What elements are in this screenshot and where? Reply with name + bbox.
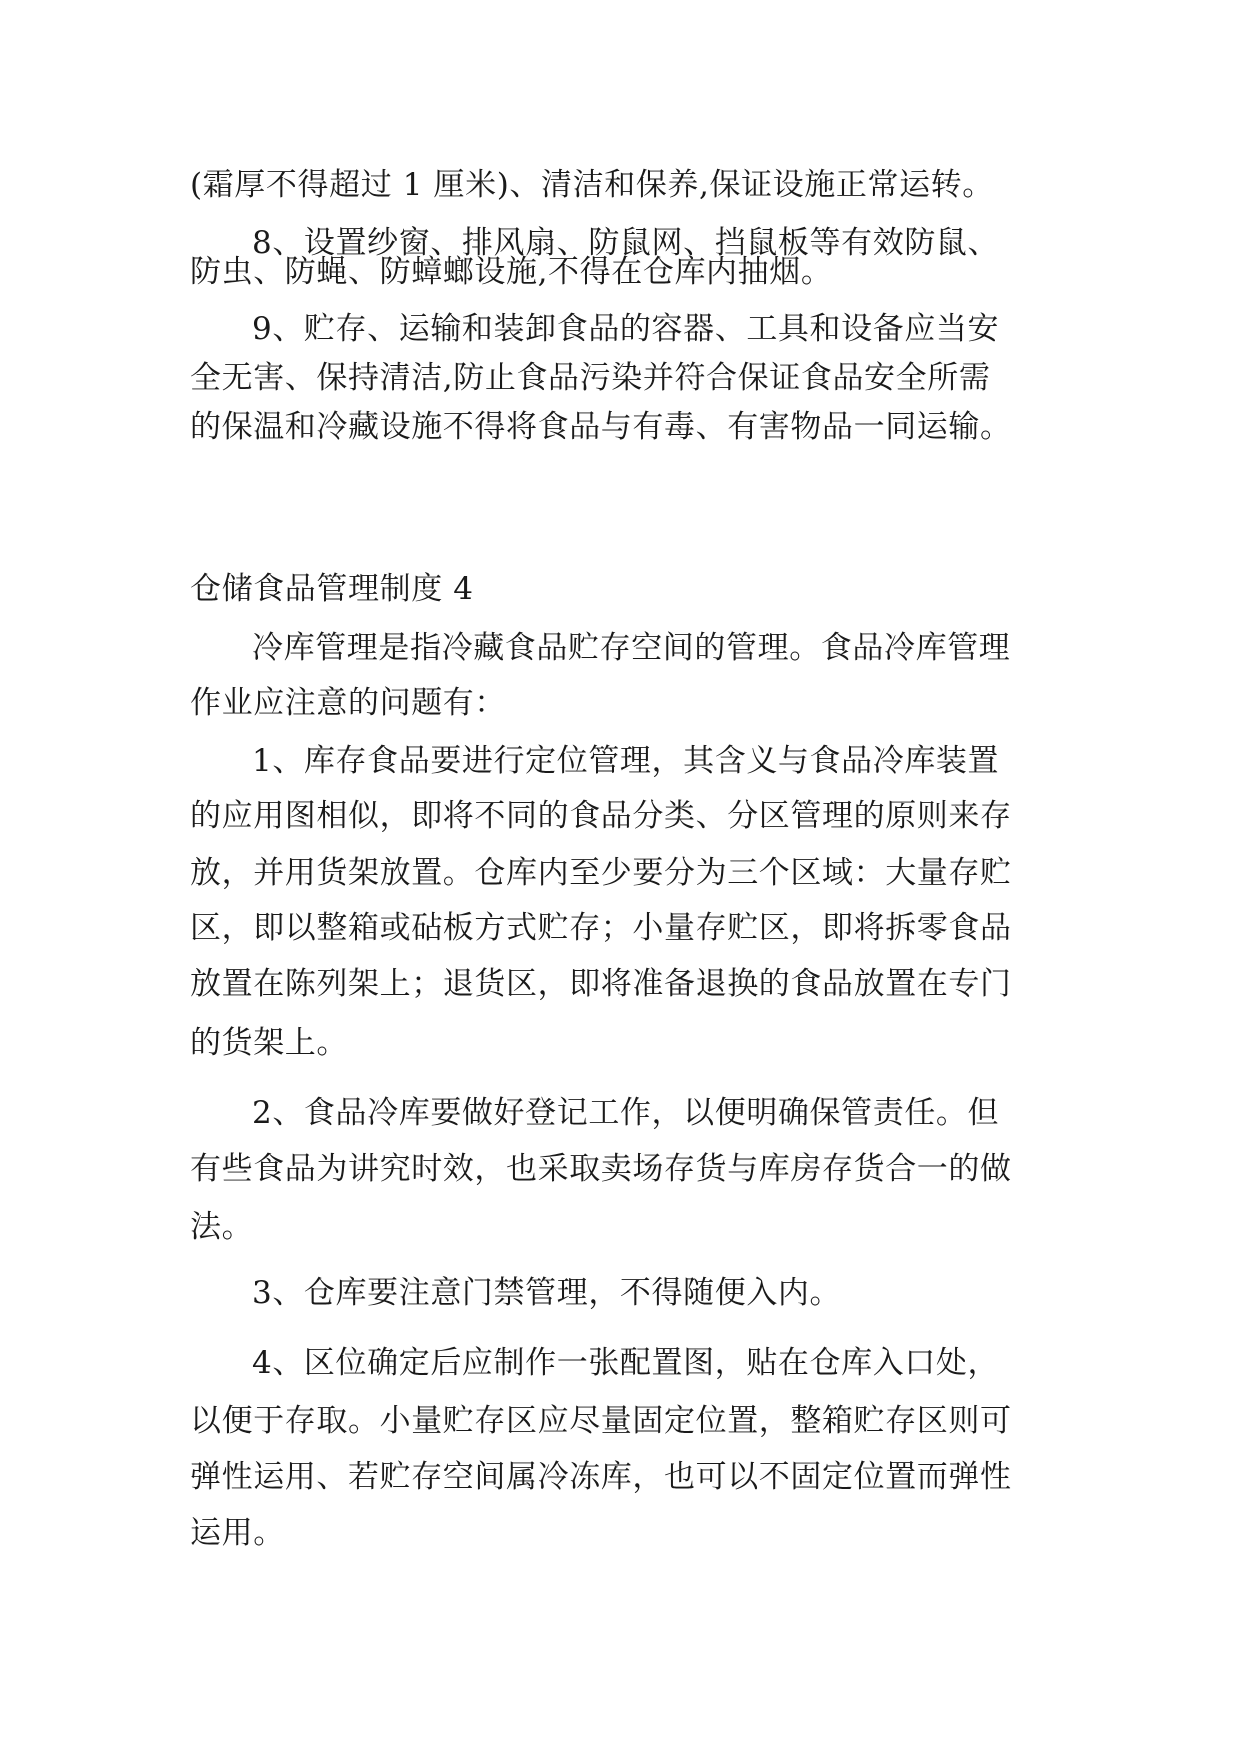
paragraph-line: 8、设置纱窗、排风扇、防鼠网、挡鼠板等有效防鼠、 <box>252 225 1000 261</box>
paragraph-line: 1、库存食品要进行定位管理，其含义与食品冷库装置 <box>252 743 1000 779</box>
paragraph-line: 运用。 <box>190 1515 285 1551</box>
paragraph-line: 冷库管理是指冷藏食品贮存空间的管理。食品冷库管理 <box>252 630 1011 666</box>
paragraph-line: 区，即以整箱或砧板方式贮存；小量存贮区，即将拆零食品 <box>190 910 1012 946</box>
paragraph-line: 以便于存取。小量贮存区应尽量固定位置，整箱贮存区则可 <box>190 1403 1012 1439</box>
paragraph-line: 防虫、防蝇、防蟑螂设施,不得在仓库内抽烟。 <box>190 254 833 290</box>
paragraph-line: 3、仓库要注意门禁管理，不得随便入内。 <box>252 1275 842 1311</box>
paragraph-line: 弹性运用、若贮存空间属冷冻库，也可以不固定位置而弹性 <box>190 1459 1012 1495</box>
paragraph-line: 法。 <box>190 1209 254 1245</box>
paragraph-line: 的货架上。 <box>190 1025 348 1061</box>
paragraph-line: 9、贮存、运输和装卸食品的容器、工具和设备应当安 <box>252 311 1000 347</box>
paragraph-line: 有些食品为讲究时效，也采取卖场存货与库房存货合一的做 <box>190 1151 1012 1187</box>
paragraph-line: 全无害、保持清洁,防止食品污染并符合保证食品安全所需 <box>190 360 991 396</box>
paragraph-line: 放置在陈列架上；退货区，即将准备退换的食品放置在专门 <box>190 966 1012 1002</box>
paragraph-line: 作业应注意的问题有： <box>190 685 506 721</box>
section-heading: 仓储食品管理制度 4 <box>190 571 474 607</box>
paragraph-line: 4、区位确定后应制作一张配置图，贴在仓库入口处， <box>252 1345 1000 1381</box>
paragraph-line: (霜厚不得超过 1 厘米)、清洁和保养,保证设施正常运转。 <box>190 167 994 203</box>
paragraph-line: 的应用图相似，即将不同的食品分类、分区管理的原则来存 <box>190 798 1012 834</box>
paragraph-line: 2、食品冷库要做好登记工作，以便明确保管责任。但 <box>252 1095 1000 1131</box>
paragraph-line: 的保温和冷藏设施不得将食品与有毒、有害物品一同运输。 <box>190 409 1012 445</box>
paragraph-line: 放，并用货架放置。仓库内至少要分为三个区域：大量存贮 <box>190 855 1012 891</box>
